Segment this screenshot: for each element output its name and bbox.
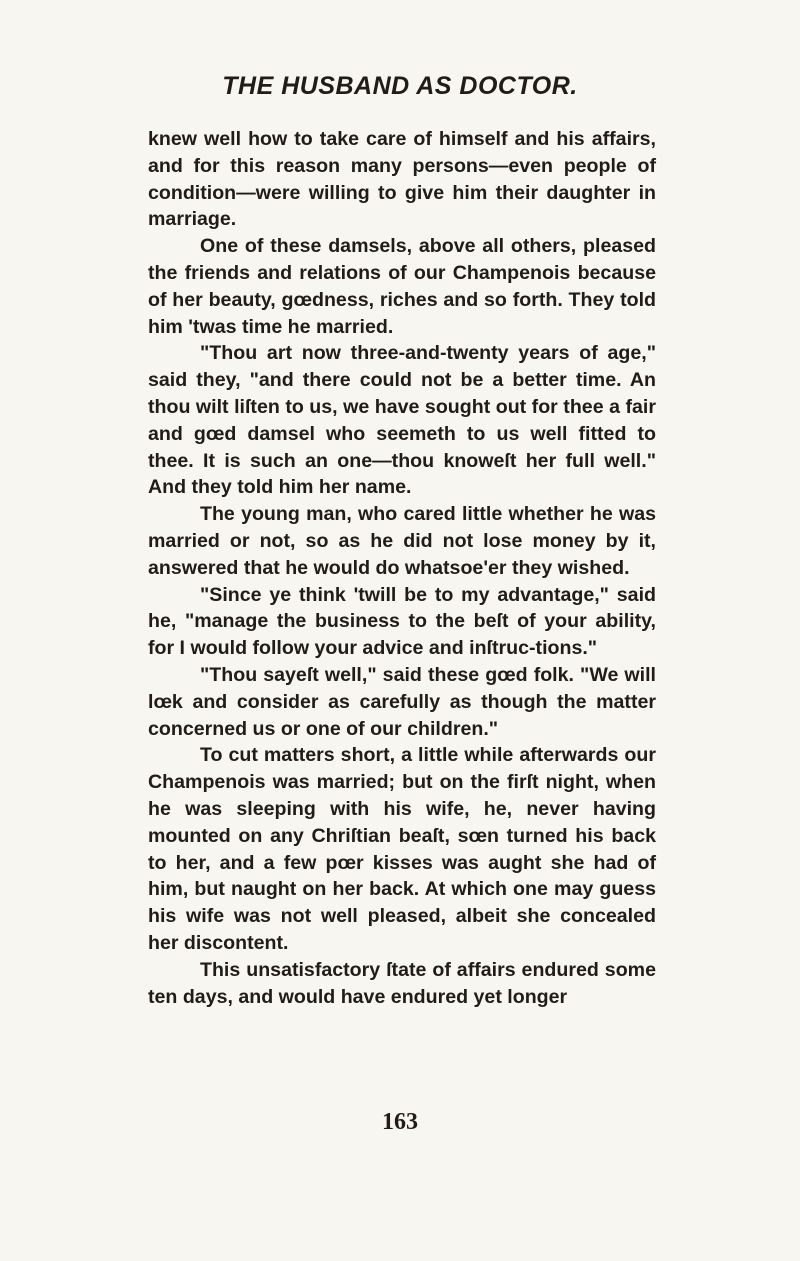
paragraph: One of these damsels, above all others, pleased the friends and relations of our Champenois because of her beauty, gœdness, riches and so forth. They told him 'twas time he married. <box>148 235 656 338</box>
paragraph: This unsatisfactory ſtate of affairs endured some ten days, and would have endured yet longer <box>148 958 656 1008</box>
paragraph: "Since ye think 'twill be to my advantage," said he, "manage the business to the beſt of your ability, for I would follow your advice and inſtruc-tions." <box>148 583 656 660</box>
paragraph: "Thou sayeſt well," said these gœd folk. "We will lœk and consider as carefully as though the matter concerned us or one of our children." <box>148 663 656 740</box>
running-head: THE HUSBAND AS DOCTOR. <box>222 72 578 100</box>
paragraph: To cut matters short, a little while afterwards our Champenois was married; but on the firſt night, when he was sleeping with his wife, he, never having mounted on any Chriſtian beaſt, sœn turned his back to her, and a few pœr kisses was aught she had of him, but naught on her back. At which one may guess his wife was not well pleased, albeit she concealed her discontent. <box>148 744 656 954</box>
paragraph: The young man, who cared little whether he was married or not, so as he did not lose money by it, answered that he would do whatsoe'er they wished. <box>148 503 656 579</box>
paragraph: "Thou art now three-and-twenty years of age," said they, "and there could not be a better time. An thou wilt liſten to us, we have sought out for thee a fair and gœd damsel who seemeth to us well fitted to thee. It is such an one—thou knoweſt her full well." And they told him her name. <box>148 342 656 499</box>
body-text <box>148 126 656 1010</box>
page-number: 163 <box>382 1109 418 1135</box>
paragraph: knew well how to take care of himself and his affairs, and for this reason many persons—even people of condition—were willing to give him their daughter in marriage. <box>148 128 656 231</box>
